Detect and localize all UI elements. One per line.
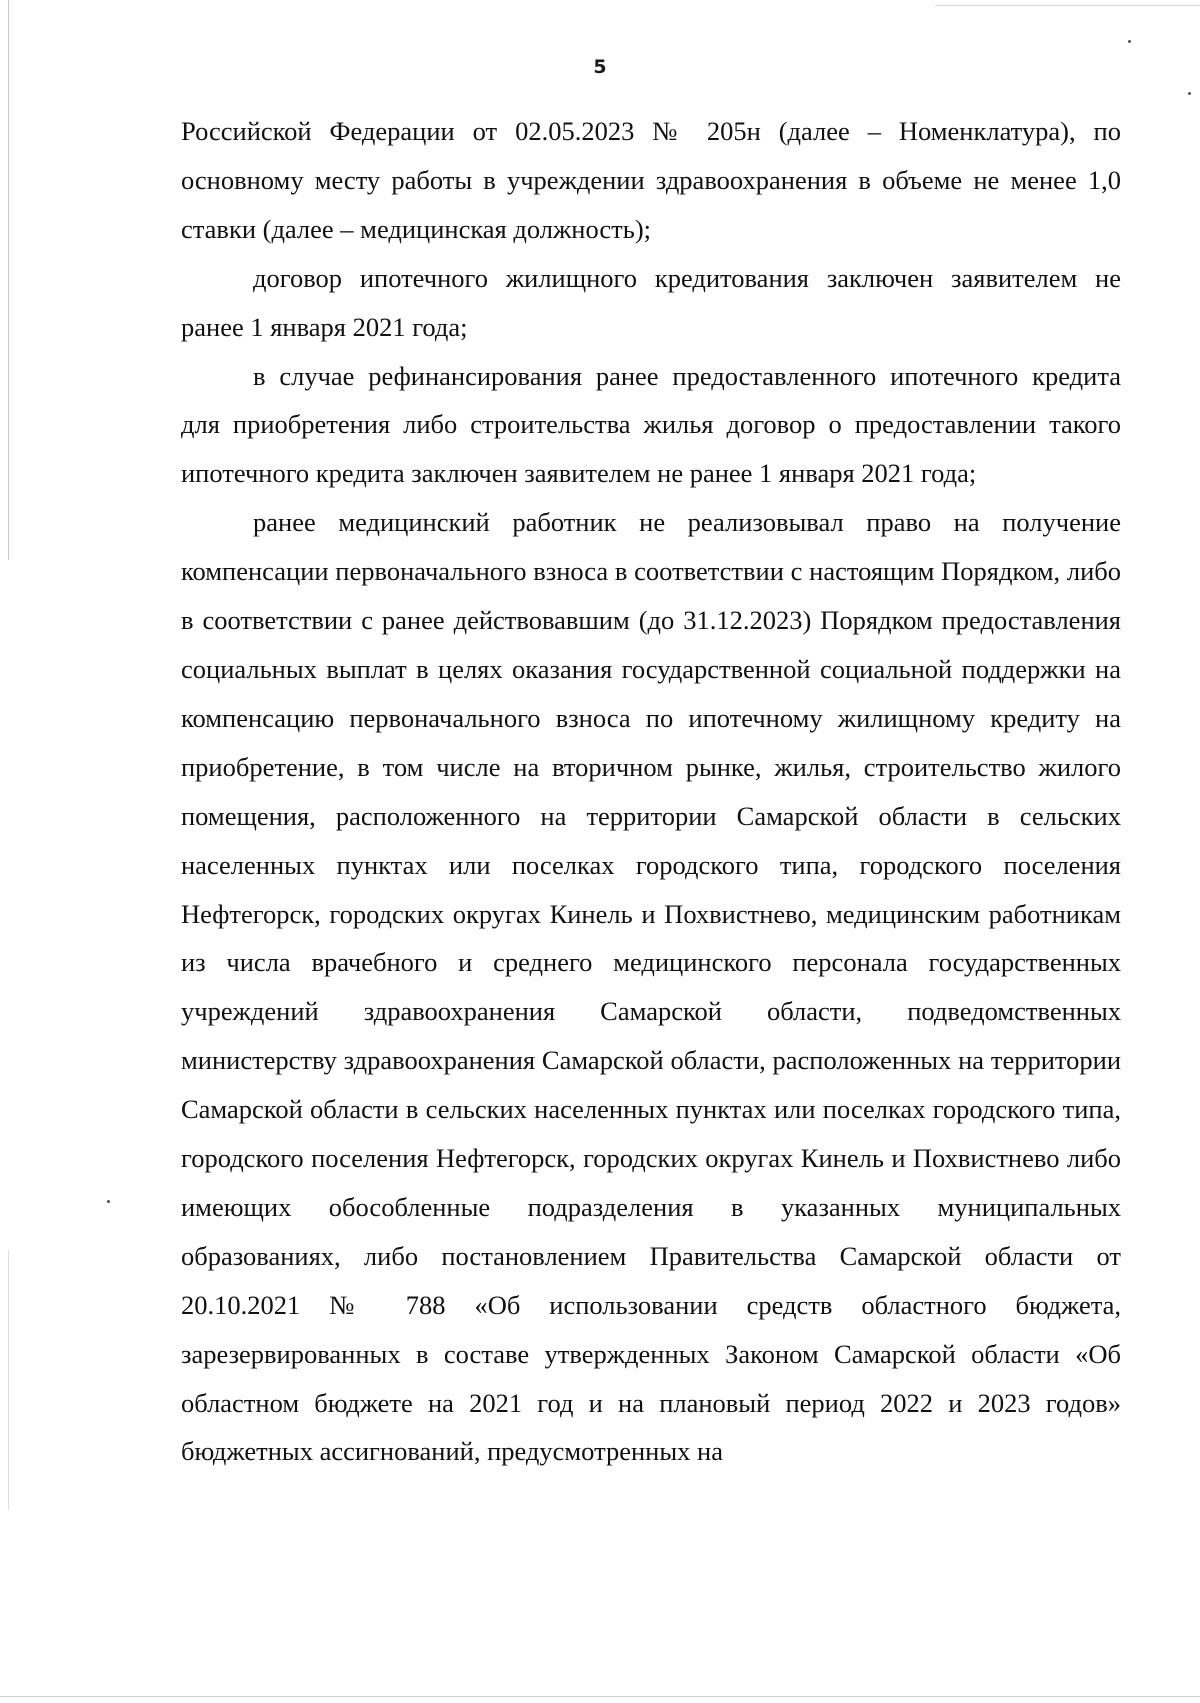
- page-number: 5: [593, 56, 607, 78]
- scan-edge-bottom: [0, 1696, 1200, 1697]
- scan-speck: [1128, 40, 1131, 43]
- paragraph: Российской Федерации от 02.05.2023 № 205н (далее – Номенклатура), по основному месту работы в учреждении здравоохранения в объеме не менее 1,0 ставки (далее – медицинская должность);: [181, 116, 1121, 244]
- scan-speck: [107, 1200, 110, 1203]
- body-text: [181, 107, 1121, 1476]
- scan-edge-left-lower: [8, 1250, 9, 1510]
- paragraph: договор ипотечного жилищного кредитования заключен заявителем не ранее 1 января 2021 года;: [181, 262, 1121, 342]
- scan-speck: [1188, 92, 1191, 95]
- paragraph: в случае рефинансирования ранее предоставленного ипотечного кредита для приобретения либо строительства жилья договор о предоставлении такого ипотечного кредита заключен заявителем не ранее 1 января 2021 года;: [181, 360, 1121, 489]
- paragraph: ранее медицинский работник не реализовывал право на получение компенсации первоначального взноса в соответствии с настоящим Порядком, либо в соответствии с ранее действовавшим (до 31.12.2023) Порядком предоставления социальных выплат в целях оказания государственной социальной поддержки на компенсацию первоначального взноса по ипотечному жилищному кредиту на приобретение, в том числе на вторичном рынке, жилья, строительство жилого помещения, расположенного на территории Самарской области в сельских населенных пунктах или поселках городского типа, городского поселения Нефтегорск, городских округах Кинель и Похвистнево, медицинским работникам из числа врачебного и среднего медицинского персонала государственных учреждений здравоохранения Самарской области, подведомственных министерству здравоохранения Самарской области, расположенных на территории Самарской области в сельских населенных пунктах или поселках городского типа, городского поселения Нефтегорск, городских округах Кинель и Похвистнево либо имеющих обособленные подразделения в указанных муниципальных образованиях, либо постановлением Правительства Самарской области от 20.10.2021 № 788 «Об использовании средств областного бюджета, зарезервированных в составе утвержденных Законом Самарской области «Об областном бюджете на 2021 год и на плановый период 2022 и 2023 годов» бюджетных ассигнований, предусмотренных на: [181, 507, 1121, 1467]
- scan-edge-top: [935, 5, 1200, 6]
- scan-edge-left: [8, 0, 9, 560]
